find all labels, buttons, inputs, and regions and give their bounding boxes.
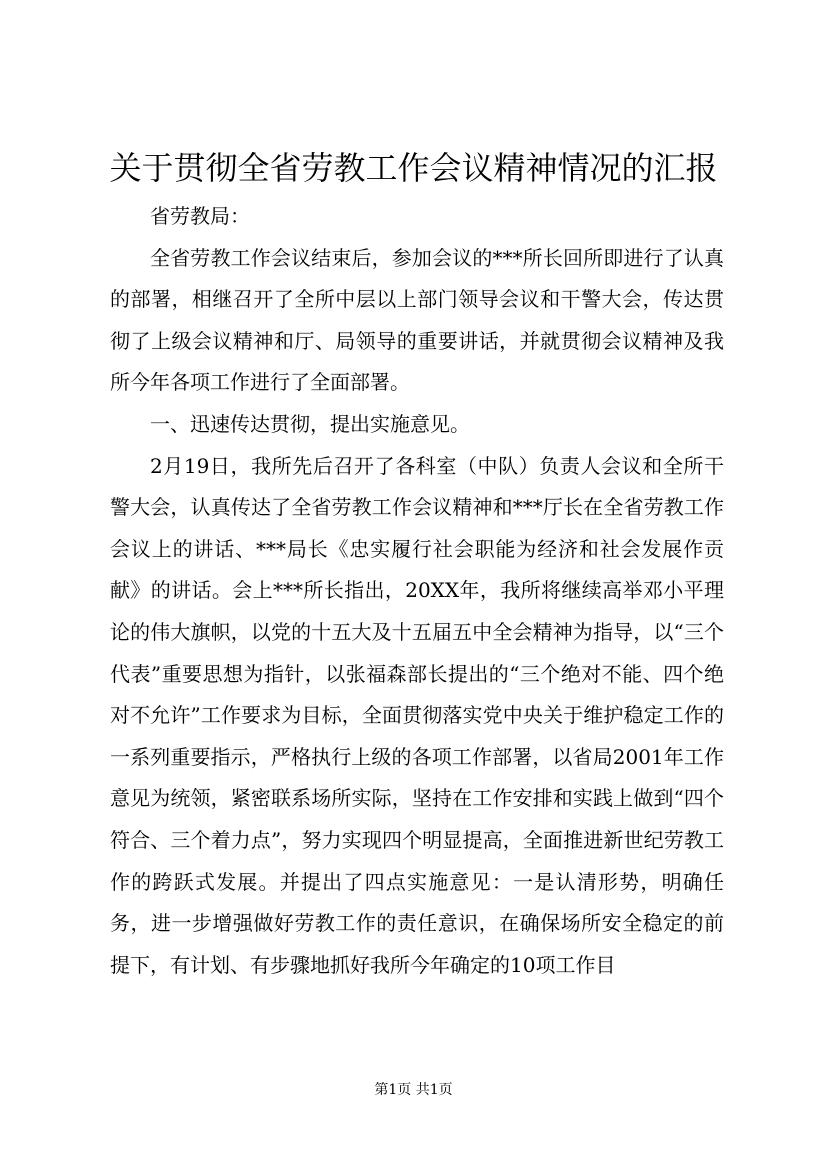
page-footer: 第1页 共1页 bbox=[374, 1082, 453, 1098]
paragraph-intro: 全省劳教工作会议结束后，参加会议的***所长回所即进行了认真的部署，相继召开了全所中层以上部门领导会议和干警大会，传达贯彻了上级会议精神和厅、局领导的重要讲话，并就贯彻会议精神及我所今年各项工作进行了全面部署。 bbox=[110, 245, 724, 395]
document-body bbox=[110, 196, 724, 986]
document-title: 关于贯彻全省劳教工作会议精神情况的汇报 bbox=[109, 149, 718, 187]
salutation: 省劳教局： bbox=[150, 204, 250, 228]
section-heading-1: 一、迅速传达贯彻，提出实施意见。 bbox=[150, 411, 470, 436]
paragraph-section-1: 2月19日，我所先后召开了各科室（中队）负责人会议和全所干警大会，认真传达了全省劳教工作会议精神和***厅长在全省劳教工作会议上的讲话、***局长《忠实履行社会职能为经济和社会发展作贡献》的讲话。会上***所长指出，20XX年，我所将继续高举邓小平理论的伟大旗帜，以党的十五大及十五届五中全会精神为指导，以“三个代表”重要思想为指针，以张福森部长提出的“三个绝对不能、四个绝对不允许”工作要求为目标，全面贯彻落实党中央关于维护稳定工作的一系列重要指示，严格执行上级的各项工作部署，以省局2001年工作意见为统领，紧密联系场所实际，坚持在工作安排和实践上做到“四个符合、三个着力点”，努力实现四个明显提高，全面推进新世纪劳教工作的跨跃式发展。并提出了四点实施意见：一是认清形势，明确任务，进一步增强做好劳教工作的责任意识，在确保场所安全稳定的前提下，有计划、有步骤地抓好我所今年确定的10项工作目 bbox=[110, 453, 724, 977]
